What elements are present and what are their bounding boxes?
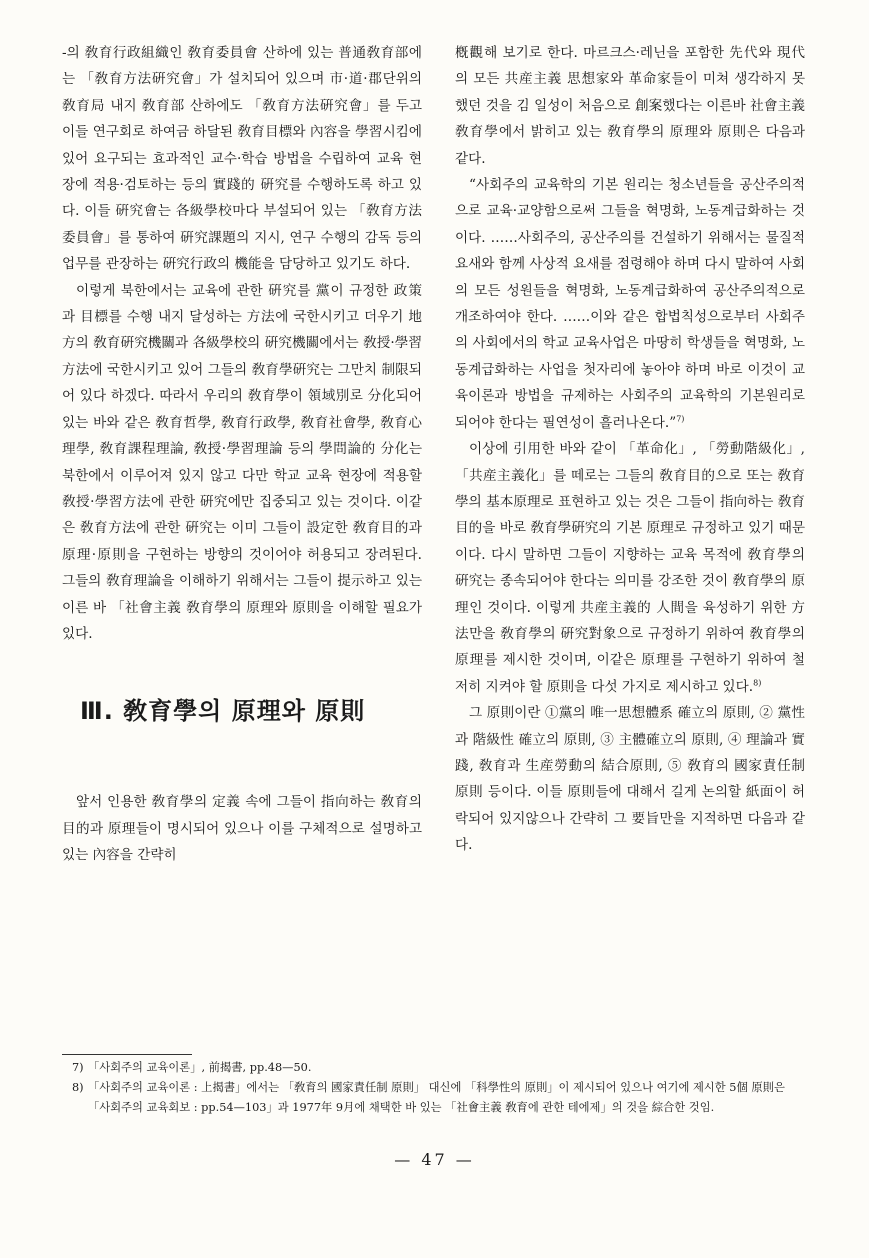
footnote-7 <box>72 1058 808 1078</box>
right-paragraph-1: 槪觀해 보기로 한다. 마르크스·레닌을 포함한 先代와 現代의 모든 共産主義 思想家와 革命家들이 미쳐 생각하지 못했던 것을 김 일성이 처음으로 創案했다는 이른바 社會主義 敎育學에서 밝히고 있는 敎育學의 原理와 原則은 다음과 같다. <box>455 45 805 167</box>
footnote-8 <box>72 1078 808 1118</box>
quote-text: “사회주의 교육학의 기본 원리는 청소년들을 공산주의적으로 교육·교양함으로써 그들을 혁명화, 노동계급화하는 것이다. ……사회주의, 공산주의를 건설하기 위해서는 물질적 요새와 함께 사상적 요새를 점령해야 하며 다시 말하여 사회의 모든 성원들을 혁명화, 노동계급화하여 공산주의적으로 개조하여야 한다. ……이와 같은 합법칙성으로부터 사회주의 사회에서의 학교 교육사업은 마땅히 학생들을 혁명화, 노동계급화하는 사업을 첫자리에 놓아야 하며 바로 이것이 교육이론과 방법을 규제하는 사회주의 교육학의 기본원리로 되어야 한다는 필연성이 흘러나온다.” <box>455 177 805 431</box>
right-paragraph-4: 그 原則이란 ①黨의 唯一思想體系 確立의 原則, ② 黨性과 階級性 確立의 原則, ③ 主體確立의 原則, ④ 理論과 實踐, 敎育과 生産勞動의 結合原則, ⑤ 敎育의 國家責任制 原則 등이다. 이들 原則들에 대해서 길게 논의할 紙面이 허락되어 있지않으나 간략히 그 要旨만을 지적하면 다음과 같다. <box>455 705 805 854</box>
footnote-ref-8: 8) <box>753 678 762 688</box>
right-paragraph-2 <box>455 172 805 436</box>
paragraph-text: 이상에 引用한 바와 같이 「革命化」, 「勞動階級化」, 「共産主義化」를 떼로는 그들의 敎育目的으로 또는 敎育學의 基本原理로 표현하고 있는 것은 그들이 指向하는 敎育 目的을 바로 敎育學硏究의 기본 原理로 규정하고 있기 때문이다. 다시 말하면 그들이 지향하는 교육 목적에 敎育學의 硏究는 종속되어야 한다는 의미를 강조한 것이 敎育學의 原理인 것이다. 이렇게 共産主義的 人間을 육성하기 위한 方法만을 敎育學의 硏究對象으로 규정하기 위하여 敎育學의 原理를 제시한 것이며, 이같은 原理를 구현하기 위하여 철저히 지켜야 할 原則을 다섯 가지로 제시하고 있다. <box>455 441 805 695</box>
footnotes <box>72 1058 808 1118</box>
footnote-divider <box>62 1054 192 1055</box>
left-paragraph-1: -의 敎育行政組織인 敎育委員會 산하에 있는 普通敎育部에는 「敎育方法硏究會」가 설치되어 있으며 市·道·郡단위의 敎育局 내지 敎育部 산하에도 「敎育方法硏究會」를 두고 이들 연구회로 하여금 하달된 敎育目標와 內容을 學習시킴에 있어 요구되는 효과적인 교수·학습 방법을 수립하여 교육 현장에 적용·검토하는 등의 實踐的 硏究를 수행하도록 하고 있다. 이들 硏究會는 各級學校마다 부설되어 있는 「敎育方法委員會」를 통하여 硏究課題의 지시, 연구 수행의 감독 등의 업무를 관장하는 硏究行政의 機能을 담당하고 있기도 하다. <box>62 45 422 273</box>
footnote-number: 7) <box>72 1061 84 1074</box>
footnote-text: 「사회주의 교육이론 : 上揭書」에서는 「敎育의 國家責任制 原則」 대신에 「科學性의 原則」이 제시되어 있으나 여기에 제시한 5個 原則은 「사회주의 교육회보 : pp.54—103」과 1977年 9月에 채택한 바 있는 「社會主義 敎育에 관한 테에제」의 것을 綜合한 것임. <box>88 1081 785 1114</box>
left-paragraph-3: 앞서 인용한 敎育學의 定義 속에 그들이 指向하는 敎育의 目的과 原理들이 명시되어 있으나 이를 구체적으로 설명하고 있는 內容을 간략히 <box>62 794 422 864</box>
left-paragraph-2: 이렇게 북한에서는 교육에 관한 硏究를 黨이 규정한 政策과 目標를 수행 내지 달성하는 方法에 국한시키고 더우기 地方의 敎育硏究機關과 各級學校의 硏究機關에서는 敎授·學習方法에 국한시키고 있어 그들의 敎育學硏究는 그만치 制限되어 있다 하겠다. 따라서 우리의 敎育學이 領域別로 分化되어 있는 바와 같은 敎育哲學, 敎育行政學, 敎育社會學, 敎育心理學, 敎育課程理論, 敎授·學習理論 등의 學問論的 分化는 북한에서 이루어져 있지 않고 다만 학교 교육 현장에 적용할 敎授·學習方法에 관한 硏究에만 집중되고 있는 것이다. 이같은 敎育方法에 관한 硏究는 이미 그들이 設定한 敎育目的과 原理·原則을 구현하는 방향의 것이어야 허용되고 장려된다. 그들의 敎育理論을 이해하기 위해서는 그들이 提示하고 있는 이른 바 「社會主義 敎育學의 原理와 原則을 이해할 필요가 있다. <box>62 282 422 642</box>
right-paragraph-3 <box>455 436 805 700</box>
page-number: — 47 — <box>394 1150 475 1169</box>
section-title: Ⅲ. 敎育學의 原理와 原則 <box>80 697 366 726</box>
footnote-ref-7: 7) <box>676 414 685 424</box>
footnote-number: 8) <box>72 1081 84 1094</box>
footnote-text: 「사회주의 교육이론」, 前揭書, pp.48—50. <box>88 1061 312 1074</box>
right-column <box>455 40 805 859</box>
left-column <box>62 40 422 869</box>
